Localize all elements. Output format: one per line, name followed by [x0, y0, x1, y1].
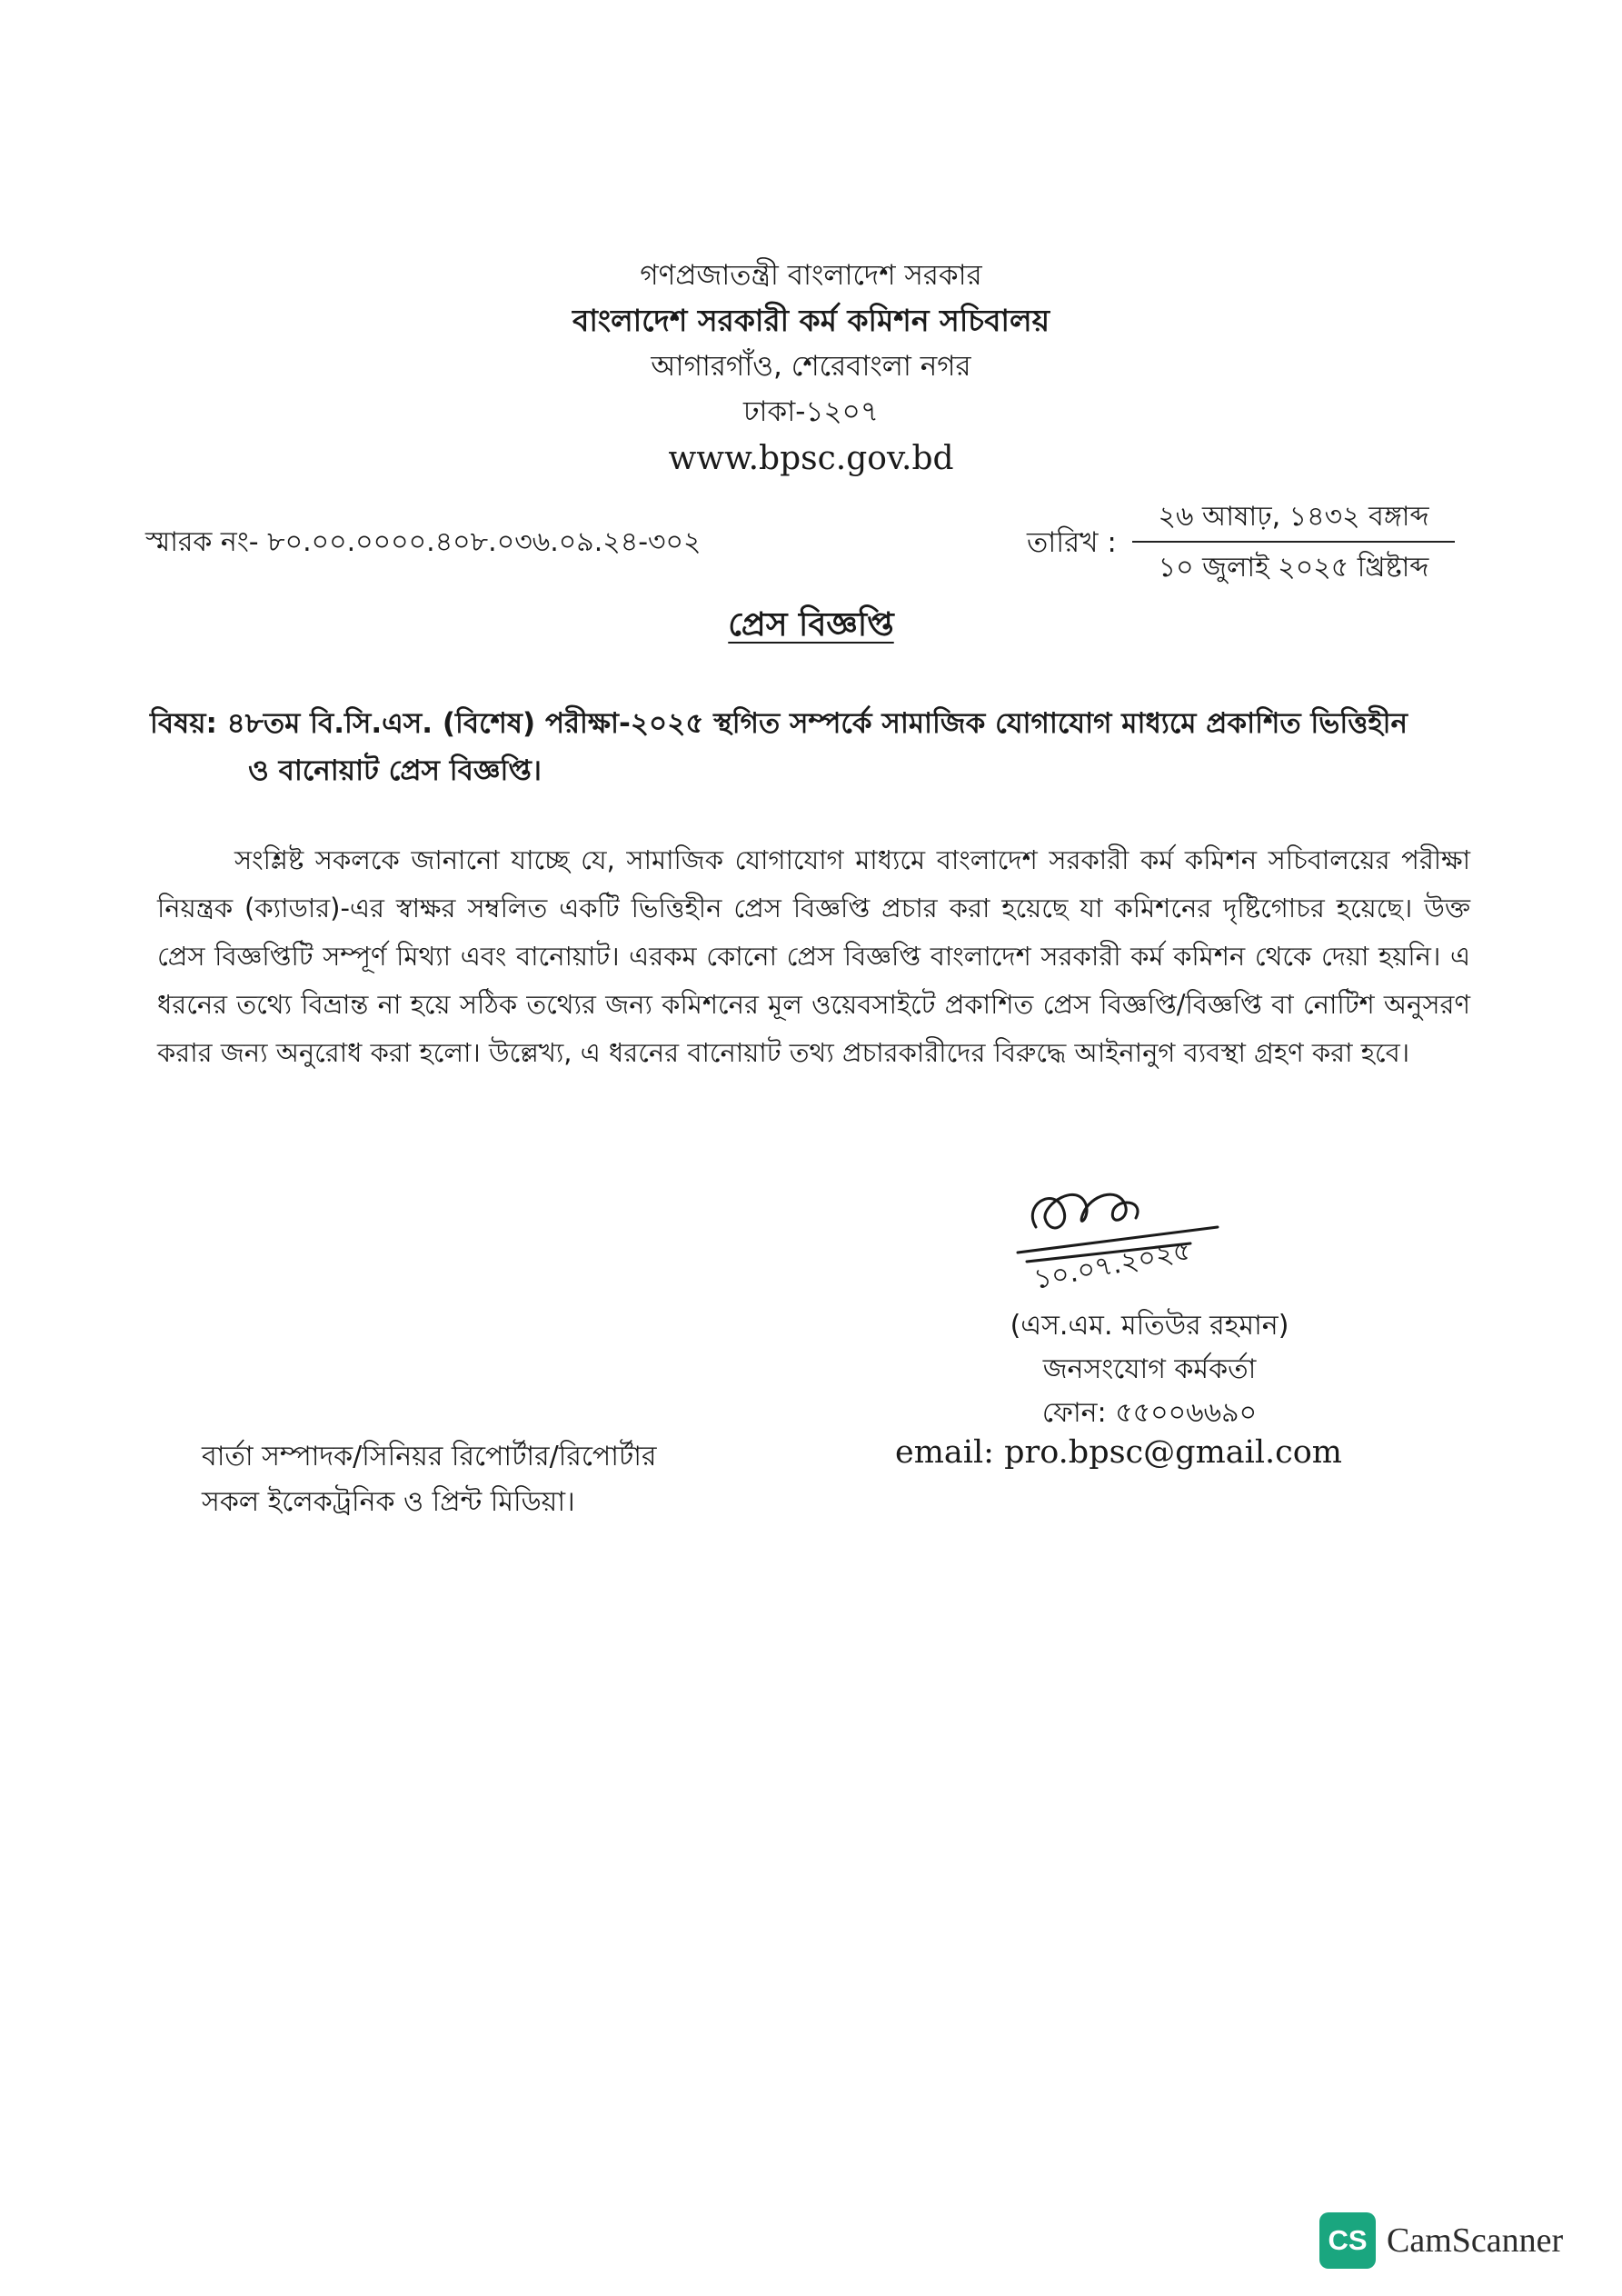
signatory-name: (এস.এম. মতিউর রহমান)	[1010, 1310, 1289, 1342]
website-link[interactable]: www.bpsc.gov.bd	[668, 440, 954, 477]
signatory-designation: জনসংযোগ কর্মকর্তা	[1042, 1353, 1257, 1385]
date-bangla: ২৬ আষাঢ়, ১৪৩২ বঙ্গাব্দ	[1132, 499, 1455, 543]
organization-name: বাংলাদেশ সরকারী কর্ম কমিশন সচিবালয়	[572, 303, 1050, 338]
camscanner-name: CamScanner	[1387, 2221, 1564, 2260]
subject-line-1: বিষয়: ৪৮তম বি.সি.এস. (বিশেষ) পরীক্ষা-২০২৫ স্থগিত সম্পর্কে সামাজিক যোগাযোগ মাধ্যমে প্রকাশিত ভিত্তিহীন	[150, 707, 1408, 740]
title-text: প্রেস বিজ্ঞপ্তি	[728, 606, 894, 644]
memo-number: স্মারক নং- ৮০.০০.০০০০.৪০৮.০৩৬.০৯.২৪-৩০২	[145, 526, 702, 558]
camscanner-watermark	[1319, 2212, 1563, 2269]
recipients-block	[202, 1434, 656, 1525]
recipients-line-2: সকল ইলেকট্রনিক ও প্রিন্ট মিডিয়া।	[202, 1486, 575, 1518]
signatory-email[interactable]: email: pro.bpsc@gmail.com	[895, 1434, 1342, 1471]
city-line: ঢাকা-১২০৭	[743, 395, 879, 428]
date-english: ১০ জুলাই ২০২৫ খ্রিষ্টাব্দ	[1158, 552, 1429, 584]
signatory-block	[931, 1304, 1368, 1435]
document-title	[0, 600, 1622, 654]
signature-date: ১০.০৭.২০২৫	[1030, 1234, 1194, 1296]
letterhead	[0, 253, 1622, 484]
date-label: তারিখ :	[1027, 526, 1117, 559]
subject-block	[150, 700, 1472, 794]
government-name: গণপ্রজাতন্ত্রী বাংলাদেশ সরকার	[640, 259, 982, 292]
body-paragraph: সংশ্লিষ্ট সকলকে জানানো যাচ্ছে যে, সামাজিক যোগাযোগ মাধ্যমে বাংলাদেশ সরকারী কর্ম কমিশন সচিবালয়ের পরীক্ষা নিয়ন্ত্রক (ক্যাডার)-এর স্বাক্ষর সম্বলিত একটি ভিত্তিহীন প্রেস বিজ্ঞপ্তি প্রচার করা হয়েছে যা কমিশনের দৃষ্টিগোচর হয়েছে। উক্ত প্রেস বিজ্ঞপ্তিটি সম্পূর্ণ মিথ্যা এবং বানোয়াট। এরকম কোনো প্রেস বিজ্ঞপ্তি বাংলাদেশ সরকারী কর্ম কমিশন থেকে দেয়া হয়নি। এ ধরনের তথ্যে বিভ্রান্ত না হয়ে সঠিক তথ্যের জন্য কমিশনের মূল ওয়েবসাইটে প্রকাশিত প্রেস বিজ্ঞপ্তি/বিজ্ঞপ্তি বা নোটিশ অনুসরণ করার জন্য অনুরোধ করা হলো। উল্লেখ্য, এ ধরনের বানোয়াট তথ্য প্রচারকারীদের বিরুদ্ধে আইনানুগ ব্যবস্থা গ্রহণ করা হবে।	[157, 844, 1470, 1068]
signatory-phone: ফোন: ৫৫০০৬৬৯০	[1041, 1397, 1258, 1429]
camscanner-logo-icon: CS	[1319, 2212, 1376, 2269]
date-block	[1132, 499, 1455, 586]
subject-line-2: ও বানোয়াট প্রেস বিজ্ঞপ্তি।	[248, 754, 542, 787]
address-line: আগারগাঁও, শেরেবাংলা নগর	[651, 350, 971, 383]
signature-image	[1000, 1163, 1245, 1303]
handwritten-signature	[1000, 1163, 1245, 1300]
recipients-line-1: বার্তা সম্পাদক/সিনিয়র রিপোর্টার/রিপোর্টার	[202, 1441, 657, 1472]
